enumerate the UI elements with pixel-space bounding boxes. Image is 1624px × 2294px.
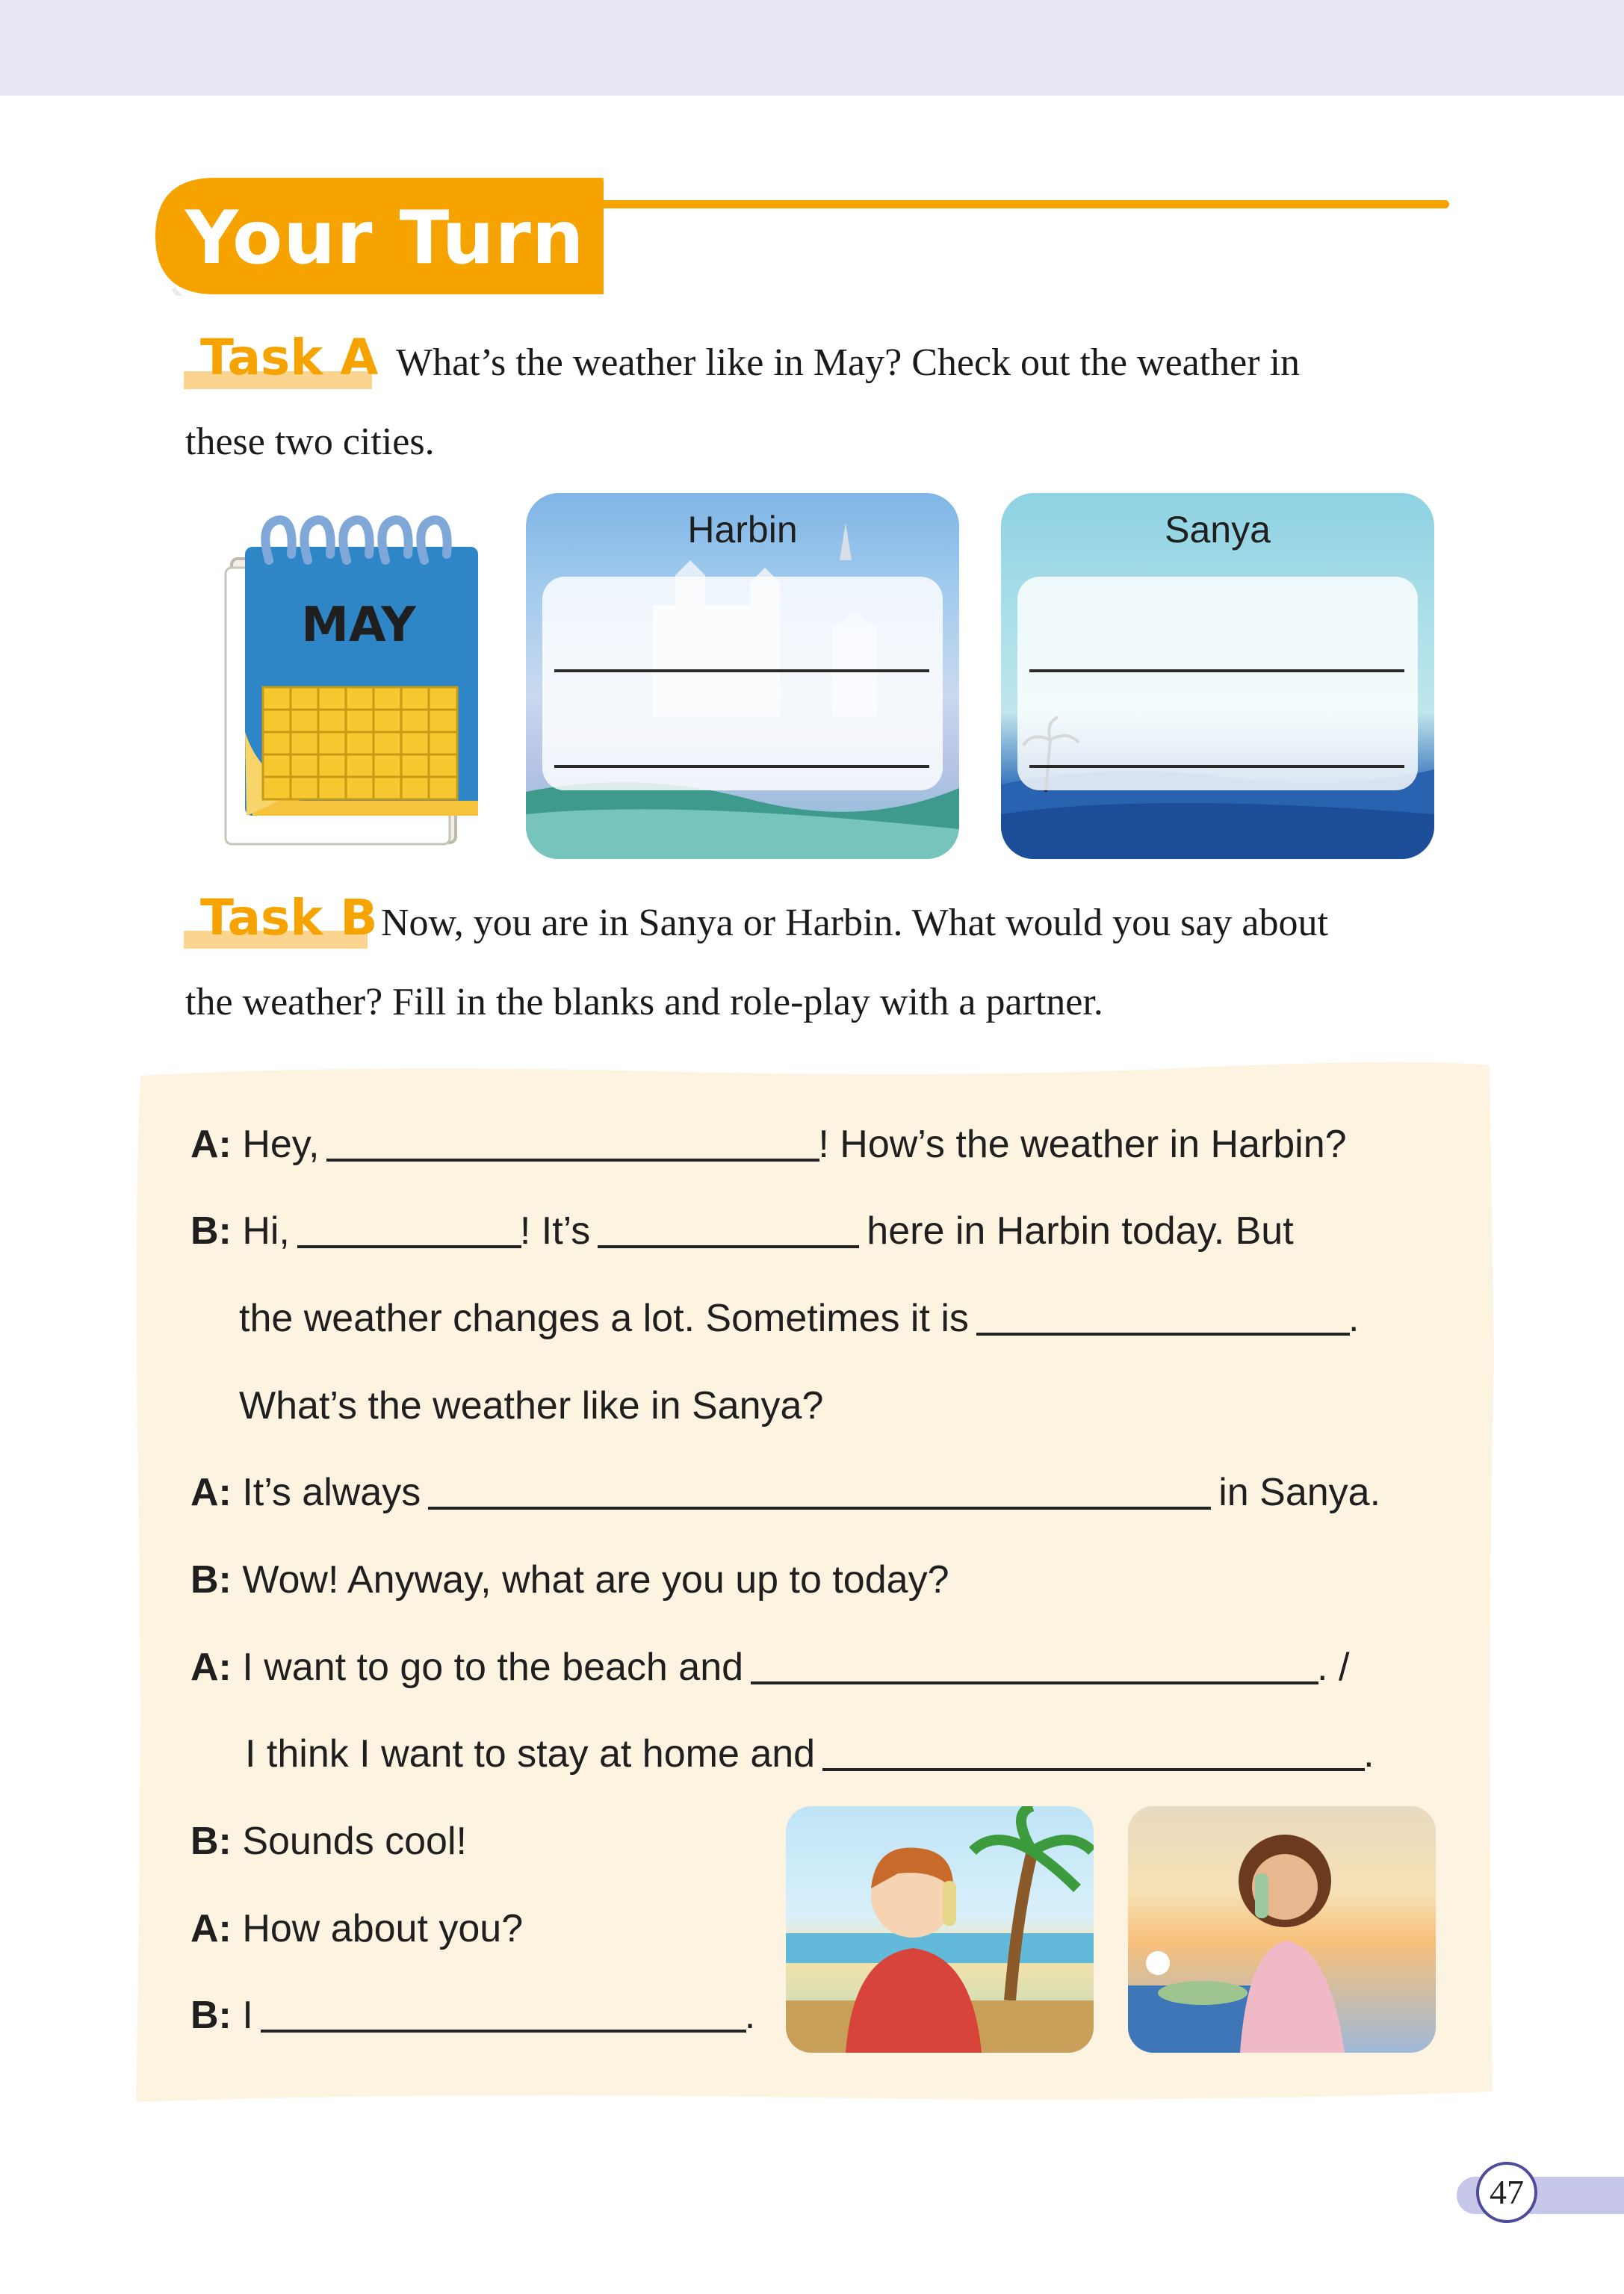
sanya-blank-1[interactable] xyxy=(1029,669,1404,672)
dialogue-line-8 xyxy=(245,1732,1374,1776)
dialogue-line-10 xyxy=(190,1906,523,1951)
harbin-blank-1[interactable] xyxy=(554,669,929,672)
speaker-b: B: xyxy=(190,1994,232,2037)
dialogue-line-9 xyxy=(190,1819,467,1864)
harbin-blank-2[interactable] xyxy=(554,765,929,768)
blank-weather-2[interactable] xyxy=(976,1333,1350,1336)
speaker-a: A: xyxy=(190,1646,232,1689)
speaker-b: B: xyxy=(190,1209,232,1253)
city-name-sanya: Sanya xyxy=(1165,509,1271,551)
boy-phone-icon xyxy=(786,1806,1094,2053)
calendar-month: MAY xyxy=(301,598,416,653)
blank-name-2[interactable] xyxy=(297,1245,521,1248)
dialogue-text: the weather changes a lot. Sometimes it is xyxy=(239,1297,969,1340)
dialogue-text: ! It’s xyxy=(519,1209,591,1253)
dialogue-text: . xyxy=(744,1994,756,2037)
city-name-harbin: Harbin xyxy=(687,509,798,551)
task-b-instruction-cont: the weather? Fill in the blanks and role-play with a partner. xyxy=(185,981,1103,1023)
harbin-card xyxy=(526,493,959,859)
dialogue-line-11 xyxy=(190,1993,755,2038)
task-b-label: Task B xyxy=(200,889,378,946)
dialogue-text: I think I want to stay at home and xyxy=(245,1732,816,1776)
blank-answer[interactable] xyxy=(261,2030,746,2033)
dialogue-line-5 xyxy=(190,1470,1380,1515)
task-a-instruction-cont: these two cities. xyxy=(185,421,435,463)
page-title: Your Turn xyxy=(185,196,585,281)
dialogue-text: in Sanya. xyxy=(1218,1471,1381,1514)
dialogue-text: ! How’s the weather in Harbin? xyxy=(818,1123,1347,1166)
speaker-a: A: xyxy=(190,1471,232,1514)
dialogue-text: It’s always xyxy=(242,1471,421,1514)
calendar-icon xyxy=(217,508,493,852)
dialogue-text: . xyxy=(1363,1732,1374,1776)
sanya-blank-2[interactable] xyxy=(1029,765,1404,768)
speaker-a: A: xyxy=(190,1123,232,1166)
header-rule xyxy=(598,200,1449,208)
task-a-instruction: What’s the weather like in May? Check out the weather in xyxy=(396,341,1301,384)
dialogue-line-7 xyxy=(190,1645,1349,1690)
task-a-label: Task A xyxy=(200,329,379,386)
speaker-a: A: xyxy=(190,1907,232,1950)
harbin-answer-panel xyxy=(542,577,943,790)
boy-on-phone-illustration xyxy=(786,1806,1094,2053)
dialogue-text: I want to go to the beach and xyxy=(242,1646,744,1689)
blank-activity-2[interactable] xyxy=(822,1768,1365,1771)
dialogue-line-4: What’s the weather like in Sanya? xyxy=(239,1384,824,1427)
page-number: 47 xyxy=(1476,2162,1537,2223)
blank-name-1[interactable] xyxy=(326,1159,819,1162)
dialogue-line-3 xyxy=(239,1296,1359,1341)
task-b-instruction: Now, you are in Sanya or Harbin. What would you say about xyxy=(381,902,1328,944)
dialogue-text: Wow! Anyway, what are you up to today? xyxy=(242,1558,949,1602)
speaker-b: B: xyxy=(190,1820,232,1863)
dialogue-text: Sounds cool! xyxy=(242,1820,467,1863)
dialogue-line-2 xyxy=(190,1209,1294,1253)
sanya-card xyxy=(1001,493,1434,859)
dialogue-text: Hey, xyxy=(242,1123,320,1166)
dialogue-text: . / xyxy=(1317,1646,1350,1689)
blank-weather-3[interactable] xyxy=(428,1507,1211,1510)
top-band xyxy=(0,0,1624,96)
dialogue-text: I xyxy=(242,1994,253,2037)
blank-weather-1[interactable] xyxy=(598,1245,859,1248)
girl-on-phone-illustration xyxy=(1128,1806,1436,2053)
dialogue-text: . xyxy=(1348,1297,1360,1340)
dialogue-text: Hi, xyxy=(242,1209,290,1253)
girl-phone-icon xyxy=(1128,1806,1436,2053)
dialogue-text: here in Harbin today. But xyxy=(867,1209,1294,1253)
sanya-answer-panel xyxy=(1017,577,1418,790)
dialogue-text: How about you? xyxy=(242,1907,524,1950)
speaker-b: B: xyxy=(190,1558,232,1602)
dialogue-line-1 xyxy=(190,1122,1347,1167)
blank-activity-1[interactable] xyxy=(751,1681,1318,1684)
dialogue-line-6 xyxy=(190,1557,949,1602)
